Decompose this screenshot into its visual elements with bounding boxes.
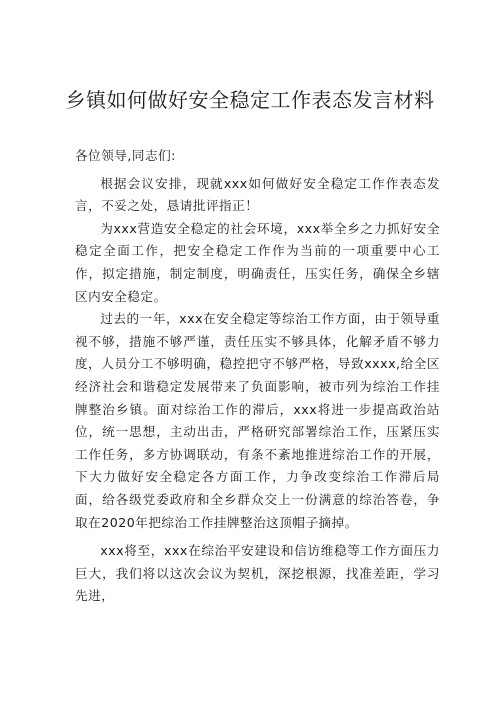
paragraph-3: 过去的一年，xxx在安全稳定等综治工作方面，由于领导重视不够，措施不够严谨，责任压实不够具体，化解矛盾不够力度，人员分工不够明确，稳控把守不够严格，导致xxxx,给全区经济社会和谐稳定发展带来了负面影响，被市列为综治工作挂牌整治乡镇。面对综治工作的滞后，xxx将进一步提高政治站位，统一思想，主动出击，严格研究部署综治工作，压紧压实工作任务，多方协调联动，有条不紊地推进综治工作的开展，下大力做好安全稳定各方面工作，力争改变综治工作滞后局面，给各级党委政府和全乡群众交上一份满意的综治答卷，争取在2020年把综治工作挂牌整治这顶帽子摘掉。 [75, 311, 440, 530]
paragraph-1: 根据会议安排，现就xxx如何做好安全稳定工作作表态发言，不妥之处，恳请批评指正！ [75, 175, 440, 214]
document-body [75, 145, 440, 608]
paragraph-2: 为xxx营造安全稳定的社会环境，xxx举全乡之力抓好安全稳定全面工作，把安全稳定工作作为当前的一项重要中心工作，拟定措施，制定制度，明确责任，压实任务，确保全乡辖区内安全稳定。 [75, 220, 440, 304]
document-title: 乡镇如何做好安全稳定工作表态发言材料 [65, 88, 435, 112]
salutation: 各位领导,同志们: [75, 148, 176, 163]
paragraph-4: xxx将至，xxx在综治平安建设和信访维稳等工作方面压力巨大，我们将以这次会议为契机，深挖根源，找准差距，学习先进， [75, 543, 440, 604]
